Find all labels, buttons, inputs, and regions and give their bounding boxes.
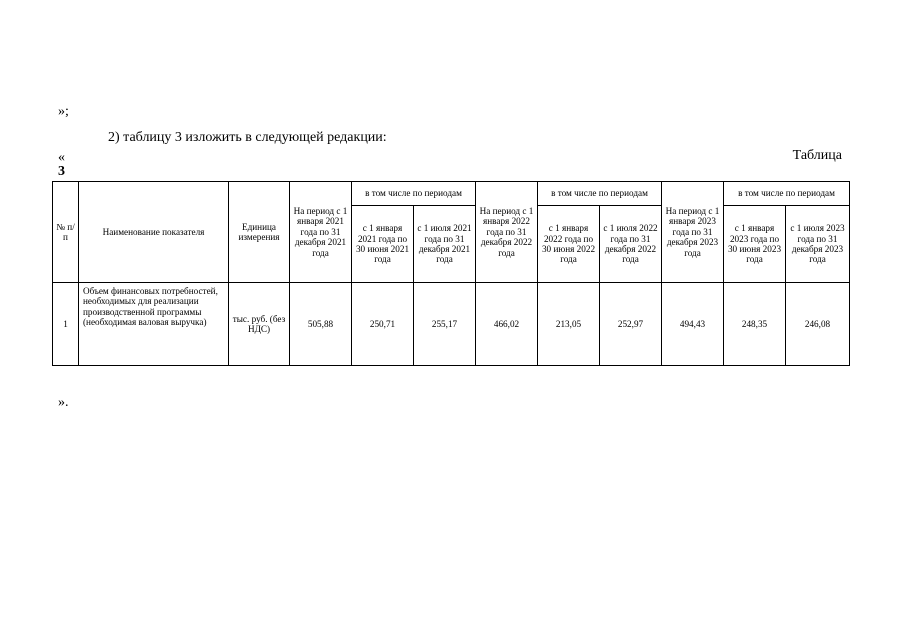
value-h1-2021: 250,71 bbox=[352, 283, 414, 366]
value-h2-2022: 252,97 bbox=[600, 283, 662, 366]
header-total-2023: На период с 1 января 2023 года по 31 декабря 2023 года bbox=[662, 182, 724, 283]
instruction-text: 2) таблицу 3 изложить в следующей редакции: bbox=[108, 130, 387, 145]
value-total-2022: 466,02 bbox=[476, 283, 538, 366]
table-label: Таблица bbox=[792, 148, 842, 163]
header-total-2021: На период с 1 января 2021 года по 31 декабря 2021 года bbox=[290, 182, 352, 283]
value-h1-2023: 248,35 bbox=[724, 283, 786, 366]
value-total-2021: 505,88 bbox=[290, 283, 352, 366]
header-row-1 bbox=[53, 182, 850, 206]
header-h1-2022: с 1 января 2022 года по 30 июня 2022 года bbox=[538, 206, 600, 283]
financial-needs-table bbox=[52, 181, 850, 366]
header-name: Наименование показателя bbox=[79, 182, 229, 283]
header-h2-2021: с 1 июля 2021 года по 31 декабря 2021 года bbox=[414, 206, 476, 283]
closing-quote: »; bbox=[58, 104, 69, 119]
value-total-2023: 494,43 bbox=[662, 283, 724, 366]
table-number: 3 bbox=[58, 164, 65, 179]
header-h2-2022: с 1 июля 2022 года по 31 декабря 2022 года bbox=[600, 206, 662, 283]
table-row bbox=[53, 283, 850, 366]
header-group-2023: в том числе по периодам bbox=[724, 182, 850, 206]
value-h1-2022: 213,05 bbox=[538, 283, 600, 366]
header-group-2022: в том числе по периодам bbox=[538, 182, 662, 206]
header-h2-2023: с 1 июля 2023 года по 31 декабря 2023 года bbox=[786, 206, 850, 283]
end-quote: ». bbox=[58, 395, 69, 410]
header-h1-2023: с 1 января 2023 года по 30 июня 2023 года bbox=[724, 206, 786, 283]
value-h2-2021: 255,17 bbox=[414, 283, 476, 366]
open-quote: « bbox=[58, 150, 65, 165]
header-num: № п/п bbox=[53, 182, 79, 283]
header-h1-2021: с 1 января 2021 года по 30 июня 2021 года bbox=[352, 206, 414, 283]
header-group-2021: в том числе по периодам bbox=[352, 182, 476, 206]
row-unit: тыс. руб. (без НДС) bbox=[229, 283, 290, 366]
row-num: 1 bbox=[53, 283, 79, 366]
header-unit: Единица измерения bbox=[229, 182, 290, 283]
header-total-2022: На период с 1 января 2022 года по 31 декабря 2022 года bbox=[476, 182, 538, 283]
value-h2-2023: 246,08 bbox=[786, 283, 850, 366]
row-name: Объем финансовых потребностей, необходимых для реализации производственной программы (необходимая валовая выручка) bbox=[79, 283, 229, 366]
